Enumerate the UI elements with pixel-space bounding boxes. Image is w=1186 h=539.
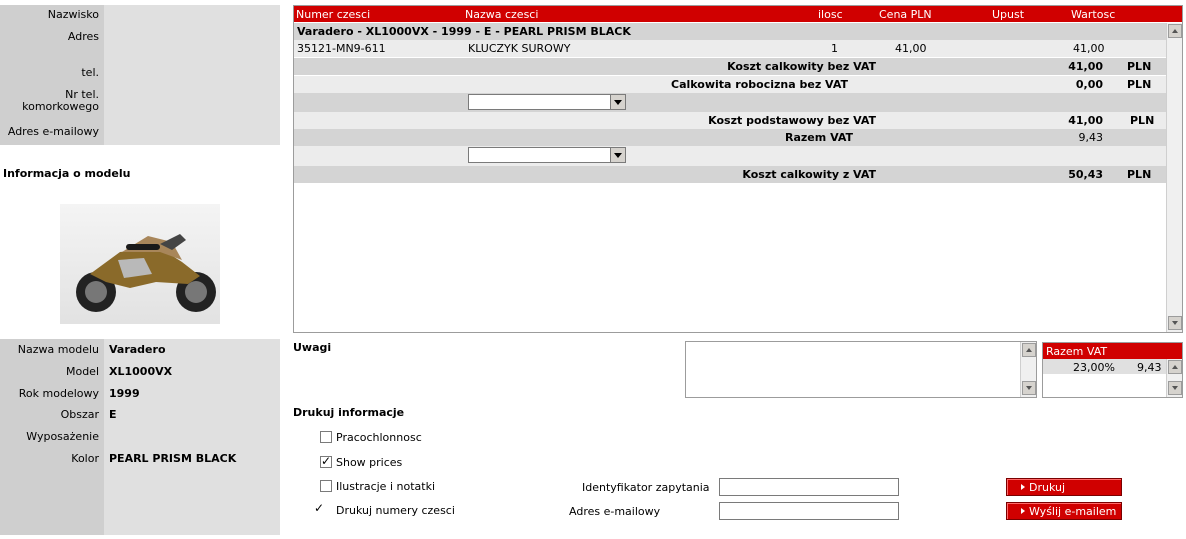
col-price: Cena PLN [879, 8, 932, 21]
col-value: Wartosc [1071, 8, 1116, 21]
net-total-row [294, 58, 1166, 75]
surname-label: Nazwisko [47, 8, 99, 21]
vat-select-row [294, 146, 1166, 166]
send-email-button-label: Wyślij e-mailem [1029, 505, 1117, 518]
col-discount: Upust [992, 8, 1025, 21]
vat-row [294, 129, 1166, 146]
table-row[interactable] [294, 40, 1166, 57]
email-address-input[interactable] [719, 502, 899, 520]
part-number: 35121-MN9-611 [297, 42, 386, 55]
model-name-label: Nazwa modelu [17, 343, 99, 356]
scroll-down-icon[interactable] [1168, 381, 1182, 395]
parts-table-header [294, 6, 1182, 22]
illustrations-checkbox[interactable] [320, 480, 332, 492]
group-title: Varadero - XL1000VX - 1999 - E - PEARL PRISM BLACK [297, 25, 631, 38]
color-value: PEARL PRISM BLACK [109, 452, 237, 465]
vat-summary-title: Razem VAT [1043, 343, 1182, 359]
illustrations-option-label: Ilustracje i notatki [336, 480, 435, 493]
scroll-up-icon[interactable] [1168, 360, 1182, 374]
gross-total-label: Koszt calkowity z VAT [742, 168, 876, 181]
notes-scrollbar[interactable] [1020, 342, 1036, 397]
net-total-label: Koszt calkowity bez VAT [727, 60, 876, 73]
phone-label: tel. [81, 66, 99, 79]
labour-checkbox[interactable] [320, 431, 332, 443]
model-name-value: Varadero [109, 343, 166, 356]
labour-rate-dropdown[interactable] [468, 94, 626, 110]
dropdown-arrow-icon[interactable] [610, 148, 625, 162]
email-label: Adres e-mailowy [7, 125, 99, 138]
scroll-down-icon[interactable] [1168, 316, 1182, 330]
gross-total-row [294, 166, 1166, 183]
vat-rate: 23,00% [1073, 361, 1115, 374]
address-label: Adres [67, 30, 99, 43]
model-year-row [0, 387, 280, 401]
play-arrow-icon [1021, 508, 1025, 514]
col-part-name: Nazwa czesci [465, 8, 539, 21]
request-id-label: Identyfikator zapytania [582, 481, 710, 494]
labour-row [294, 76, 1166, 93]
notes-textarea[interactable] [685, 341, 1037, 398]
part-value: 41,00 [1073, 42, 1105, 55]
model-panel [0, 339, 280, 535]
part-numbers-checkbox[interactable] [314, 504, 326, 516]
play-arrow-icon [1021, 484, 1025, 490]
base-cost-row [294, 112, 1166, 129]
show-prices-checkbox[interactable] [320, 456, 332, 468]
equipment-row [0, 430, 280, 444]
dropdown-arrow-icon[interactable] [610, 95, 625, 109]
print-button-label: Drukuj [1029, 481, 1066, 494]
base-cost-value: 41,00 [1068, 114, 1103, 127]
scroll-down-icon[interactable] [1022, 381, 1036, 395]
color-label: Kolor [71, 452, 99, 465]
col-part-number: Numer czesci [296, 8, 371, 21]
parts-scrollbar[interactable] [1166, 23, 1182, 332]
gross-total-value: 50,43 [1068, 168, 1103, 181]
customer-value-column [104, 5, 280, 145]
col-quantity: ilosc [818, 8, 843, 21]
vat-label: Razem VAT [785, 131, 853, 144]
print-button[interactable] [1006, 478, 1122, 496]
area-label: Obszar [60, 408, 99, 421]
model-year-value: 1999 [109, 387, 140, 400]
area-value: E [109, 408, 117, 421]
show-prices-option-label: Show prices [336, 456, 403, 469]
notes-label: Uwagi [293, 341, 332, 354]
base-cost-label: Koszt podstawowy bez VAT [708, 114, 876, 127]
group-title-row [294, 23, 1166, 40]
parts-table [293, 5, 1183, 333]
request-id-input[interactable] [719, 478, 899, 496]
color-row [0, 452, 280, 466]
model-code-row [0, 365, 280, 379]
vat-rate-dropdown[interactable] [468, 147, 626, 163]
model-year-label: Rok modelowy [18, 387, 99, 400]
equipment-label: Wyposażenie [26, 430, 99, 443]
send-email-button[interactable] [1006, 502, 1122, 520]
base-cost-currency: PLN [1130, 114, 1155, 127]
vat-scrollbar[interactable] [1166, 359, 1182, 397]
labour-label: Calkowita robocizna bez VAT [671, 78, 848, 91]
model-code-value: XL1000VX [109, 365, 173, 378]
scroll-up-icon[interactable] [1168, 24, 1182, 38]
vat-value: 9,43 [1078, 131, 1103, 144]
labour-option-label: Pracochlonnosc [336, 431, 422, 444]
model-code-label: Model [65, 365, 99, 378]
mobile-label: Nr tel. komorkowego [22, 88, 99, 113]
vat-summary-row [1043, 359, 1167, 374]
customer-panel [0, 5, 280, 145]
part-name: KLUCZYK SUROWY [468, 42, 571, 55]
labour-select-row [294, 93, 1166, 112]
labour-currency: PLN [1127, 78, 1152, 91]
net-total-value: 41,00 [1068, 60, 1103, 73]
labour-value: 0,00 [1075, 78, 1103, 91]
part-price: 41,00 [895, 42, 927, 55]
part-qty: 1 [831, 42, 838, 55]
email-address-label: Adres e-mailowy [569, 505, 661, 518]
area-row [0, 408, 280, 422]
scroll-up-icon[interactable] [1022, 343, 1036, 357]
vat-summary-box [1042, 342, 1183, 398]
gross-total-currency: PLN [1127, 168, 1152, 181]
part-numbers-option-label: Drukuj numery czesci [336, 504, 455, 517]
vat-amount: 9,43 [1137, 361, 1162, 374]
model-info-title: Informacja o modelu [3, 167, 131, 180]
print-info-title: Drukuj informacje [293, 406, 405, 419]
model-name-row [0, 343, 280, 357]
net-total-currency: PLN [1127, 60, 1152, 73]
motorcycle-image [60, 204, 220, 324]
